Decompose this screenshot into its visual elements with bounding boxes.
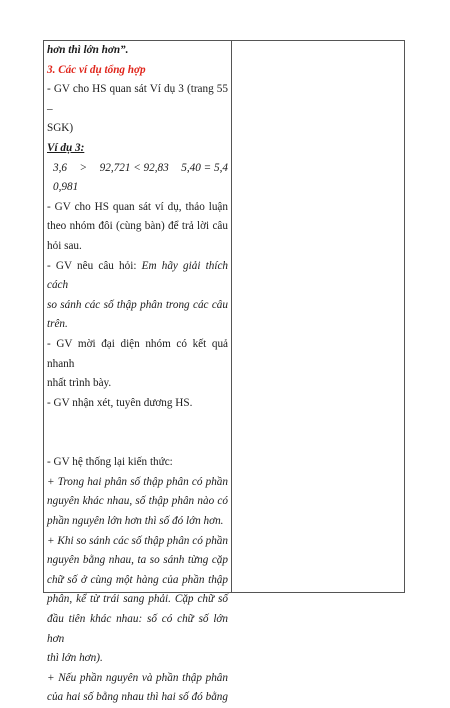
text-line: - GV hệ thống lại kiến thức: bbox=[47, 456, 173, 469]
text-line: nguyên bằng nhau, ta so sánh từng cặp bbox=[47, 554, 228, 567]
text-line: hỏi sau. bbox=[47, 239, 82, 252]
example-item: 5,40 = 5,4 bbox=[181, 161, 228, 174]
text-line: nhất trình bày. bbox=[47, 377, 112, 390]
text-line: của hai số bằng nhau thì hai số đó bằng bbox=[47, 691, 228, 704]
text-span: - GV nêu câu hỏi: bbox=[47, 259, 142, 272]
example-item: 92,721 < 92,83 bbox=[99, 161, 169, 174]
spacer bbox=[47, 413, 228, 453]
text-line: trên. bbox=[47, 318, 68, 331]
text-line: - GV nhận xét, tuyên dương HS. bbox=[47, 396, 193, 409]
text-line: - GV mời đại diện nhóm có kết quả nhanh bbox=[47, 337, 228, 370]
text-line: phần nguyên lớn hơn thì số đó lớn hơn. bbox=[47, 515, 224, 528]
example-item: 3,6 bbox=[53, 161, 67, 174]
text-line: SGK) bbox=[47, 122, 74, 135]
text-line: nguyên khác nhau, số thập phân nào có bbox=[47, 495, 228, 508]
text-line: hơn thì lớn hơn”. bbox=[47, 44, 129, 56]
text-line: chữ số ở cùng một hàng của phần thập bbox=[47, 573, 228, 586]
text-line: + Trong hai phân số thập phân có phần bbox=[47, 475, 228, 488]
lesson-table bbox=[43, 40, 405, 704]
text-line: theo nhóm đôi (cùng bàn) để trả lời câu bbox=[47, 220, 228, 233]
text-line: đầu tiên khác nhau: số có chữ số lớn hơn bbox=[47, 613, 228, 645]
text-line: + Nếu phần nguyên và phần thập phân bbox=[47, 671, 228, 684]
student-activities-column bbox=[232, 41, 404, 592]
section-heading: 3. Các ví dụ tổng hợp bbox=[47, 63, 146, 76]
text-line: - GV cho HS quan sát ví dụ, thảo luận bbox=[47, 200, 228, 213]
example-label: Ví dụ 3: bbox=[47, 141, 85, 154]
example-row bbox=[47, 159, 228, 179]
example-item: > bbox=[79, 161, 88, 174]
text-line: phân, kể từ trái sang phải. Cặp chữ số bbox=[47, 593, 228, 606]
text-span: Em hãy giải thích cách bbox=[47, 259, 229, 292]
example-item: 0,981 bbox=[53, 181, 79, 194]
teacher-activities-column bbox=[44, 41, 232, 704]
text-line: + Khi so sánh các số thập phân có phần bbox=[47, 534, 228, 547]
text-line: so sánh các số thập phân trong các câu bbox=[47, 298, 228, 311]
text-line: thì lớn hơn). bbox=[47, 652, 103, 665]
text-line bbox=[47, 257, 228, 296]
text-line: - GV cho HS quan sát Ví dụ 3 (trang 55 – bbox=[47, 83, 228, 115]
